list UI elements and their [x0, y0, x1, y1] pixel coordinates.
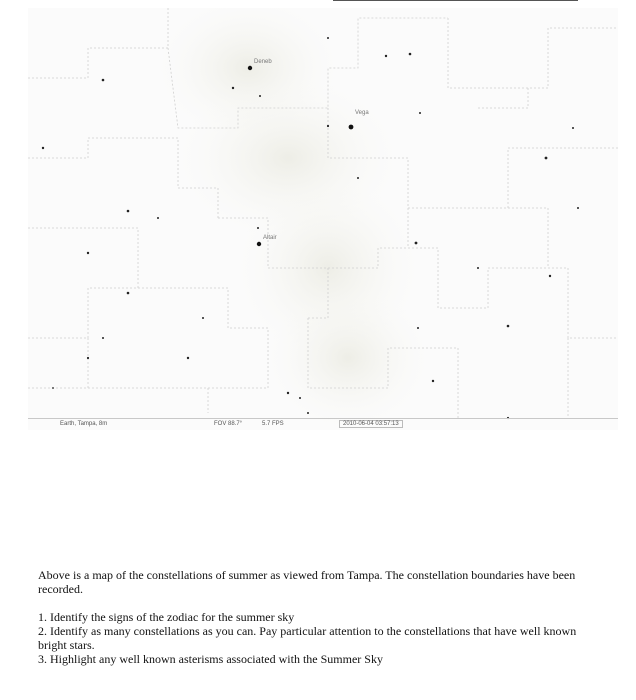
star-map-graphic — [28, 8, 618, 430]
intro-paragraph: Above is a map of the constellations of summer as viewed from Tampa. The constellation boundaries have been recorded. — [38, 568, 576, 596]
altair-label: Altair — [263, 235, 277, 241]
vega-star — [349, 125, 354, 130]
altair-star — [257, 242, 261, 246]
deneb-label: Deneb — [254, 59, 272, 65]
star-map — [28, 8, 618, 430]
status-bar — [28, 418, 618, 430]
question-3: 3. Highlight any well known asterisms associated with the Summer Sky — [38, 652, 383, 666]
question-1: 1. Identify the signs of the zodiac for the summer sky — [38, 610, 295, 624]
deneb-star — [248, 66, 252, 70]
question-2: 2. Identify as many constellations as you can. Pay particular attention to the constellations that have well known bright stars. — [38, 624, 577, 652]
datetime-readout: 2010-06-04 03:57:13 — [339, 420, 403, 428]
fov-readout: FOV 88.7° — [214, 421, 243, 427]
worksheet-text — [38, 568, 583, 666]
status-bar-divider — [28, 418, 618, 419]
vega-label: Vega — [355, 110, 369, 116]
top-rule — [333, 0, 578, 1]
milky-way — [158, 8, 428, 428]
location-readout: Earth, Tampa, 8m — [60, 421, 108, 427]
fps-readout: 5.7 FPS — [262, 421, 284, 427]
